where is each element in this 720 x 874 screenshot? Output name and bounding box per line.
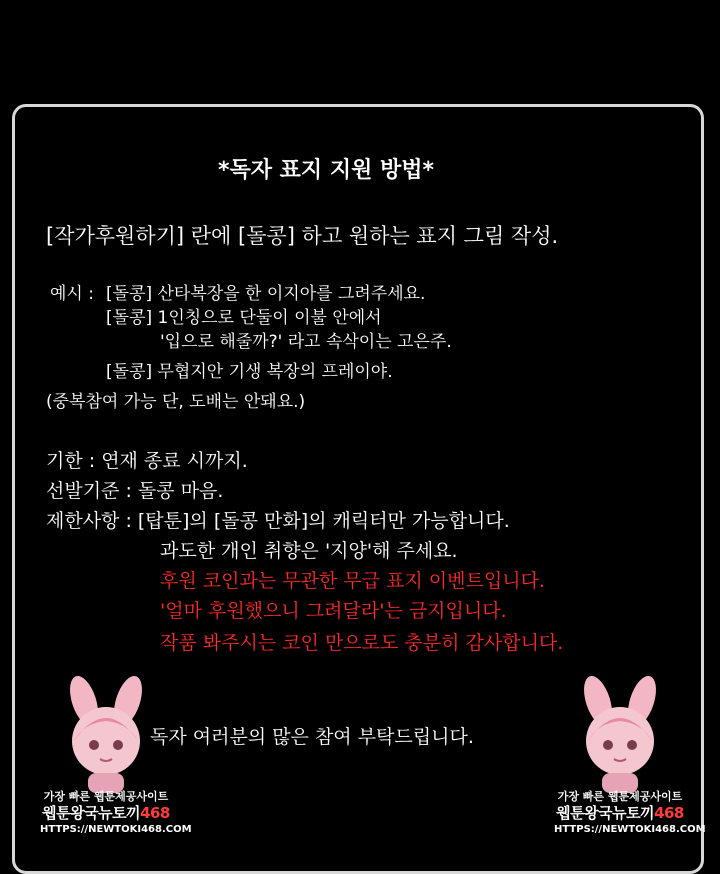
example-1: [돌콩] 산타복장을 한 이지아를 그려주세요. (106, 284, 426, 304)
example-label: 예시 : (50, 284, 94, 304)
watermark-brand (554, 806, 686, 822)
bunny-mascot-icon (568, 675, 672, 793)
restriction-text-2: 과도한 개인 취향은 '지양'해 주세요. (160, 540, 458, 562)
warning-3: 작품 봐주시는 코인 만으로도 충분히 감사합니다. (160, 632, 564, 654)
note-text: (중복참여 가능 단, 도배는 안돼요.) (46, 392, 306, 412)
closing-text: 독자 여러분의 많은 참여 부탁드립니다. (150, 726, 474, 748)
instruction-text: [작가후원하기] 란에 [돌콩] 하고 원하는 표지 그림 작성. (46, 224, 559, 248)
watermark-tagline: 가장 빠른 웹툰제공사이트 (43, 790, 169, 803)
watermark-brand-number: 468 (654, 804, 684, 822)
example-3: [돌콩] 무협지안 기생 복장의 프레이야. (106, 362, 393, 382)
example-2: [돌콩] 1인칭으로 단둘이 이불 안에서 (106, 308, 382, 328)
page-title: *독자 표지 지원 방법* (218, 158, 435, 183)
warning-2: '얼마 후원했으니 그려달라'는 금지입니다. (160, 600, 507, 622)
selection-text: 선발기준 : 돌콩 마음. (46, 480, 224, 502)
watermark-url: HTTPS://NEWTOKI468.COM (554, 824, 706, 835)
example-2-cont: '입으로 해줄까?' 라고 속삭이는 고은주. (160, 332, 452, 352)
watermark-brand-name: 웹툰왕국뉴토끼 (42, 804, 141, 822)
bunny-mascot-icon (54, 675, 158, 793)
watermark-brand (40, 806, 172, 822)
watermark-left (40, 675, 192, 865)
restriction-text: 제한사항 : [탑툰]의 [돌콩 만화]의 캐릭터만 가능합니다. (46, 510, 510, 532)
watermark-url: HTTPS://NEWTOKI468.COM (40, 824, 192, 835)
watermark-brand-name: 웹툰왕국뉴토끼 (556, 804, 655, 822)
watermark-right (554, 675, 706, 865)
warning-1: 후원 코인과는 무관한 무급 표지 이벤트입니다. (160, 570, 545, 592)
watermark-tagline: 가장 빠른 웹툰제공사이트 (557, 790, 683, 803)
watermark-brand-number: 468 (140, 804, 170, 822)
deadline-text: 기한 : 연재 종료 시까지. (46, 450, 248, 472)
